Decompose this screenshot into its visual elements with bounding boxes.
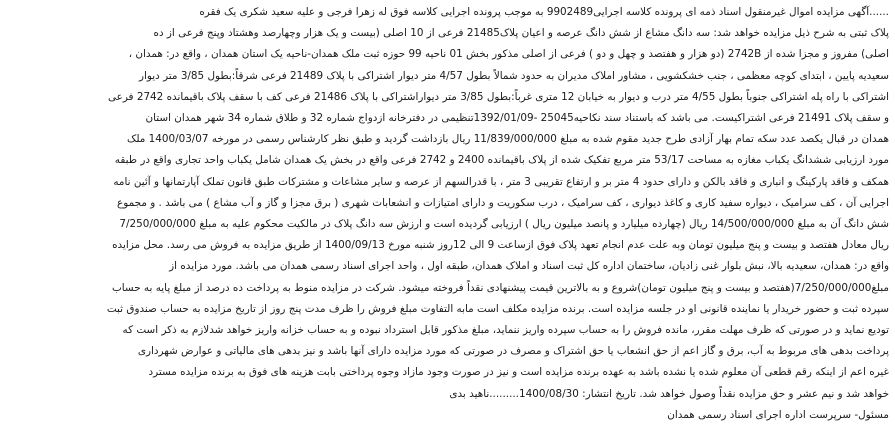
- notice-line: پرداخت بدهی های مربوط به آب، برق و گاز اعم از حق انشعاب یا حق اشتراک و مصرف در صورتی که مورد مزایده دارای آنها باشد و نیز بدهی های مالیاتی و عوارض شهرداری: [137, 345, 889, 358]
- notice-line: سپرده ثبت و حضور خریدار یا نماینده قانونی او در جلسه مزایده است. برنده مزایده مکلف است مابه التفاوت مبلغ فروش را ظرف مدت پنج روز از تاریخ مزایده به حساب صندوق ثبت: [106, 302, 889, 315]
- notice-line: ریال معادل هفتصد و بیست و پنج میلیون تومان وبه علت عدم انجام تعهد پلاک فوق ازساعت 9 الی 12روز شنبه مورخ 1400/09/13 از طریق مزایده به فروش می رسد. محل مزایده: [112, 239, 889, 252]
- notice-line: خواهد شد و نیم عشر و حق مزایده نقداً وصول خواهد شد. تاریخ انتشار: 1400/08/30.........ناهید بدی: [449, 387, 889, 400]
- notice-signature-line: مسئول- سرپرست اداره اجرای اسناد رسمی همدان: [667, 408, 889, 421]
- notice-paragraph: [6, 2, 889, 426]
- notice-line: مبلغ7/250/000/000(هفتصد و بیست و پنج میلیون تومان)شروع و به بالاترین قیمت پیشنهادی نقداً فروخته میشود. شرکت در مزایده منوط به پرداخت ده درصد از مبلغ پایه به حساب: [111, 281, 889, 294]
- notice-line: شش دانگ آن به مبلغ 14/500/000/000 ریال (چهارده میلیارد و پانصد میلیون ریال ) ارزیابی گردیده است و ارزش سه دانگ پلاک در مالکیت محکوم علیه به مبلغ 7/250/000/000: [119, 218, 889, 231]
- notice-line: اصلی) مفروز و مجزا شده از 2742B (دو هزار و هفتصد و چهل و دو ) فرعی از اصلی مذکور بخش 01 ناحیه 99 حوزه ثبت ملک همدان-ناحیه یک استان همدان ، واقع در: همدان ،: [128, 48, 889, 61]
- notice-line: غیره اعم از اینکه رقم قطعی آن معلوم شده یا نشده باشد به عهده برنده مزایده است و نیز در صورت وجود مازاد وجوه پرداختی بابت هزینه های فوق به برنده مزایده مسترد: [148, 366, 889, 379]
- notice-line: اجرایی آن ، کف سرامیک ، دیواره سفید کاری و کاغذ دیواری ، کف سرامیک ، درب سکوریت و دارای امتیازات و انشعابات شهری ( برق مجزا و گاز و آب مشاع ) می باشد . و مجموع: [117, 196, 889, 209]
- notice-line: ......آگهی مزایده اموال غیرمنقول اسناد ذمه ای پرونده کلاسه اجرایی9902489 به موجب پرونده اجرایی کلاسه فوق له زهرا فرجی و علیه سعید شکری یک فقره: [199, 6, 889, 18]
- notice-line: مورد ارزیابی ششدانگ یکباب مغازه به مساحت 53/17 متر مربع تفکیک شده از پلاک باقیمانده 2400 و 2742 فرعی واقع در بخش یک همدان شامل یکباب واحد تجاری واقع در طبقه: [114, 154, 889, 167]
- notice-line: همکف و فاقد پارکینگ و انباری و فاقد بالکن و دارای حدود 4 متر بر و ارتفاع تقریبی 3 متر ، با قدرالسهم از عرصه و سایر مشاعات و مشترکات طبق قانون تملک آپارتمانها و آئین نامه: [113, 175, 889, 188]
- notice-line: واقع در: همدان، سعیدیه بالا، نبش بلوار غنی زادیان، ساختمان اداره کل ثبت اسناد و املاک همدان، طبقه اول ، واحد اجرای اسناد رسمی همدان می باشد. مورد مزایده از: [169, 260, 889, 273]
- notice-line: و سقف پلاک 21491 فرعی اشتراکیست. می باشد که باستناد سند نکاحیه25045 -1392/01/09تنظیمی در دفترخانه ازدواج شماره 32 و طلاق شماره 34 شهر همدان استان: [145, 112, 889, 125]
- notice-line: تودیع نماید و در صورتی که ظرف مهلت مقرر، مانده فروش را به حساب سپرده واریز ننماید، مبلغ مذکور قابل استرداد نبوده و به حساب خزانه واریز خواهد شدلازم به ذکر است که: [122, 324, 889, 337]
- notice-line: همدان در قبال یکصد عدد سکه تمام بهار آزادی طرح جدید مقوم شده به مبلغ 11/839/000/000 ریال بازداشت گردید و طبق نظر کارشناس رسمی در مورخه 1400/03/07 ملک: [127, 133, 889, 146]
- notice-line: سعیدیه پایین ، ابتدای کوچه معظمی ، جنب خشکشویی ، مشاور املاک مدیران به حدود شمالاً بطول 4/57 متر دیوار اشتراکی با پلاک 21489 فرعی شرقاً:بطول 3/85 متر دیوار: [138, 69, 889, 82]
- notice-line: پلاک ثبتی به شرح ذیل مزایده خواهد شد: سه دانگ مشاع از شش دانگ عرصه و اعیان پلاک21485 فرعی از 10 اصلی (بیست و یک هزار وچهارصد وهشتاد وپنج فرعی از ده: [153, 27, 889, 40]
- notice-line: اشتراکی با راه پله اشتراکی جنوباً بطول 4/55 متر درب و دیوار به خیابان 12 متری غرباً:بطول 3/85 متر دیواراشتراکی با پلاک 21486 فرعی کف با سقف پلاک باقیمانده 2742 فرعی: [107, 90, 889, 103]
